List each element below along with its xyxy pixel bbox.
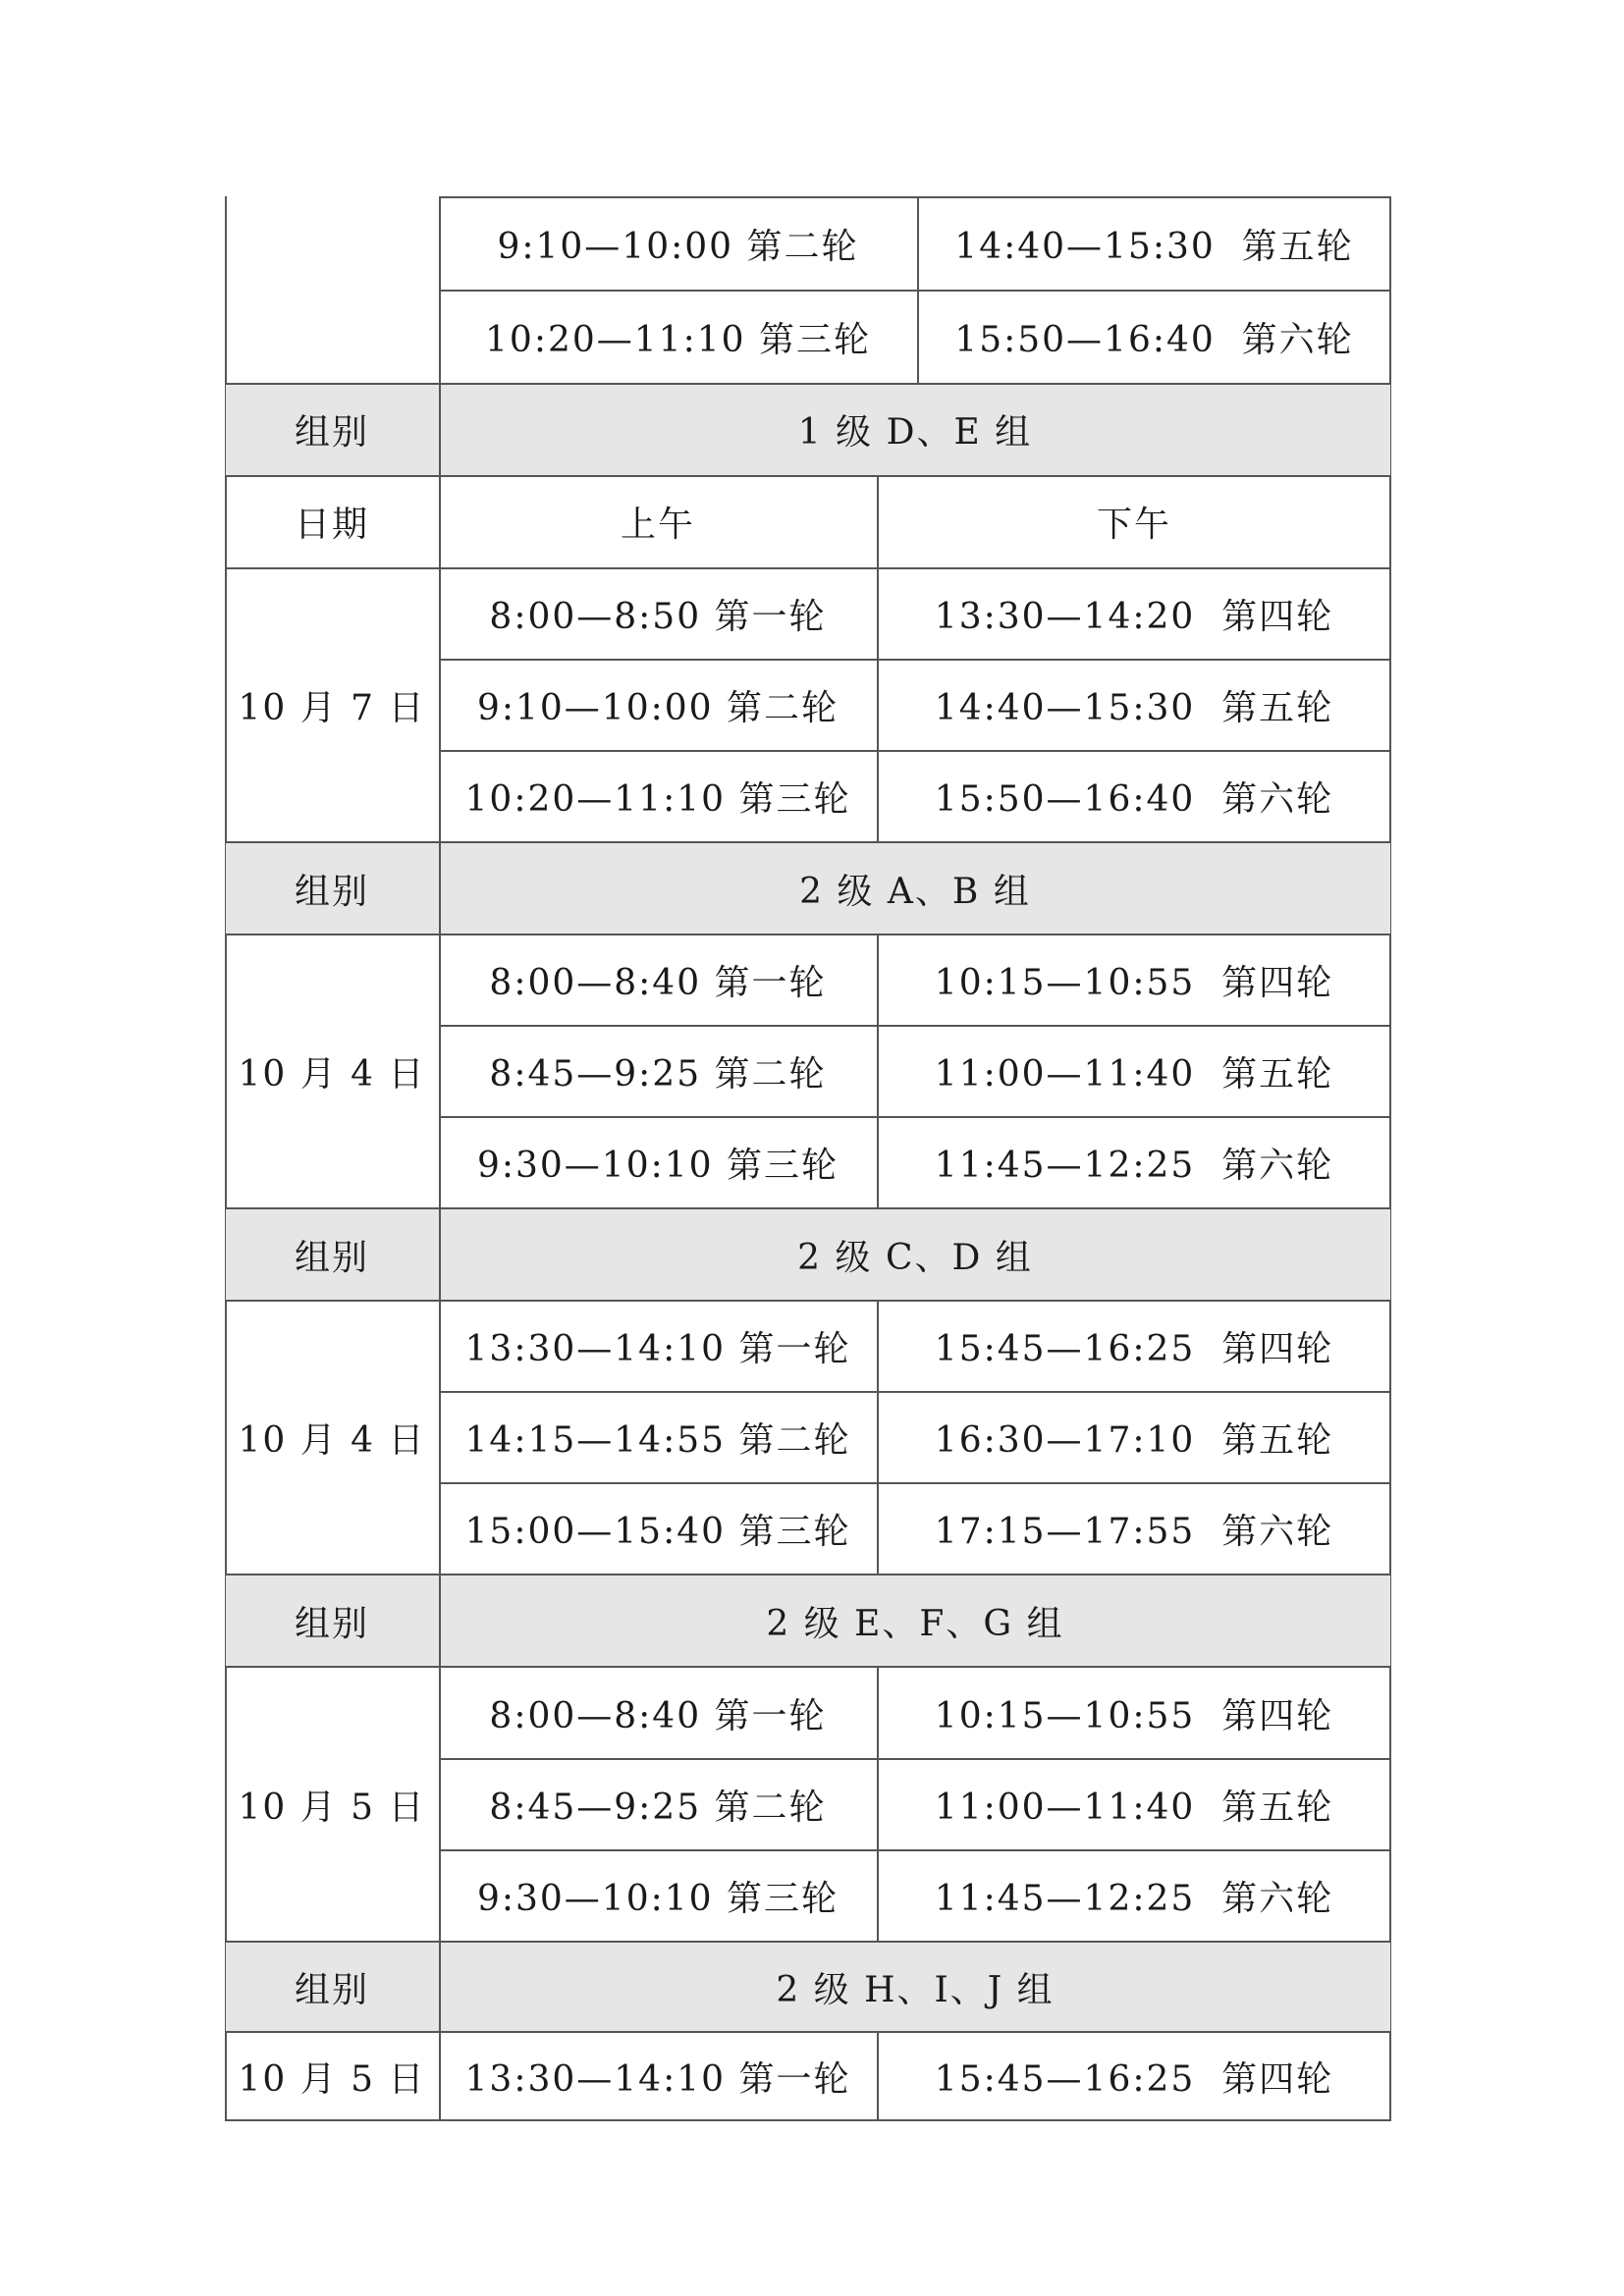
group-name: 2 级 H、I、J 组	[776, 1969, 1055, 2010]
table-row	[225, 1668, 1391, 1758]
am-session-cell: 8:45—9:25 第二轮	[489, 1053, 827, 1095]
pm-session-cell: 15:45—16:25 第四轮	[934, 1329, 1334, 1369]
pm-session-cell: 11:45—12:25 第六轮	[934, 1878, 1334, 1919]
pm-session-cell: 16:30—17:10 第五轮	[934, 1419, 1334, 1461]
group-label: 组别	[294, 871, 369, 912]
group-name: 1 级 D、E 组	[797, 412, 1033, 453]
am-session-cell: 10:20—11:10 第三轮	[464, 778, 851, 820]
group-row	[225, 1209, 1391, 1300]
table-row	[225, 751, 1391, 841]
pm-session-cell: 10:15—10:55 第四轮	[934, 963, 1334, 1003]
am-session-cell: 13:30—14:10 第一轮	[464, 1329, 851, 1369]
am-session-cell: 15:00—15:40 第三轮	[464, 1511, 851, 1552]
table-divider	[439, 384, 441, 475]
pm-session-cell: 13:30—14:20 第四轮	[934, 596, 1334, 637]
am-session-cell: 8:45—9:25 第二轮	[489, 1787, 827, 1828]
am-session-cell: 8:00—8:50 第一轮	[489, 596, 827, 637]
pm-session-cell: 15:50—16:40 第六轮	[934, 778, 1334, 820]
table-row	[225, 1392, 1391, 1482]
group-label: 组别	[294, 1237, 369, 1278]
table-row	[225, 1302, 1391, 1391]
group-label: 组别	[294, 1603, 369, 1644]
pm-session-cell: 17:15—17:55 第六轮	[934, 1511, 1334, 1552]
date-cell: 10 月 5 日	[238, 2059, 426, 2100]
table-divider	[439, 476, 441, 567]
date-column-header: 日期	[294, 505, 369, 545]
date-cell: 10 月 5 日	[238, 1787, 426, 1828]
table-row	[225, 1850, 1391, 1941]
am-session-cell: 10:20—11:10 第三轮	[485, 319, 871, 360]
pm-session-cell: 10:15—10:55 第四轮	[934, 1695, 1334, 1736]
group-row	[225, 843, 1391, 934]
group-row	[225, 1575, 1391, 1666]
table-divider	[439, 1575, 441, 1666]
group-name: 2 级 C、D 组	[797, 1237, 1033, 1278]
group-label: 组别	[294, 1969, 369, 2010]
pm-session-cell: 11:45—12:25 第六轮	[934, 1145, 1334, 1186]
table-row	[225, 197, 1391, 290]
group-name: 2 级 A、B 组	[799, 871, 1031, 912]
group-row	[225, 1943, 1391, 2031]
table-row	[225, 291, 1391, 383]
pm-session-cell: 14:40—15:30 第五轮	[934, 687, 1334, 728]
pm-session-cell: 14:40—15:30 第五轮	[954, 226, 1354, 267]
table-divider	[439, 843, 441, 934]
am-column-header: 上午	[620, 505, 695, 545]
table-row	[225, 660, 1391, 750]
date-cell: 10 月 4 日	[238, 1054, 426, 1095]
table-divider	[439, 1943, 441, 2031]
table-row	[225, 1759, 1391, 1849]
am-session-cell: 9:10—10:00 第二轮	[497, 226, 859, 267]
date-cell: 10 月 7 日	[238, 687, 426, 728]
table-row	[225, 935, 1391, 1025]
table-row	[225, 2033, 1391, 2120]
am-session-cell: 9:30—10:10 第三轮	[476, 1145, 839, 1186]
am-session-cell: 8:00—8:40 第一轮	[489, 1695, 827, 1736]
am-session-cell: 8:00—8:40 第一轮	[489, 963, 827, 1003]
am-session-cell: 9:30—10:10 第三轮	[476, 1878, 839, 1919]
table-row	[225, 1026, 1391, 1116]
group-label: 组别	[294, 412, 369, 453]
pm-session-cell: 15:45—16:25 第四轮	[934, 2059, 1334, 2100]
table-divider	[439, 1209, 441, 1300]
date-cell: 10 月 4 日	[238, 1420, 426, 1461]
table-row	[225, 1483, 1391, 1574]
group-name: 2 级 E、F、G 组	[766, 1603, 1064, 1644]
pm-session-cell: 15:50—16:40 第六轮	[954, 319, 1354, 360]
table-row	[225, 1117, 1391, 1207]
group-row	[225, 384, 1391, 475]
am-session-cell: 14:15—14:55 第二轮	[464, 1419, 851, 1461]
table-row	[225, 568, 1391, 659]
am-session-cell: 9:10—10:00 第二轮	[476, 687, 839, 728]
pm-column-header: 下午	[1096, 505, 1171, 545]
pm-session-cell: 11:00—11:40 第五轮	[934, 1787, 1334, 1828]
header-row	[225, 476, 1391, 567]
am-session-cell: 13:30—14:10 第一轮	[464, 2059, 851, 2100]
pm-session-cell: 11:00—11:40 第五轮	[934, 1053, 1334, 1095]
